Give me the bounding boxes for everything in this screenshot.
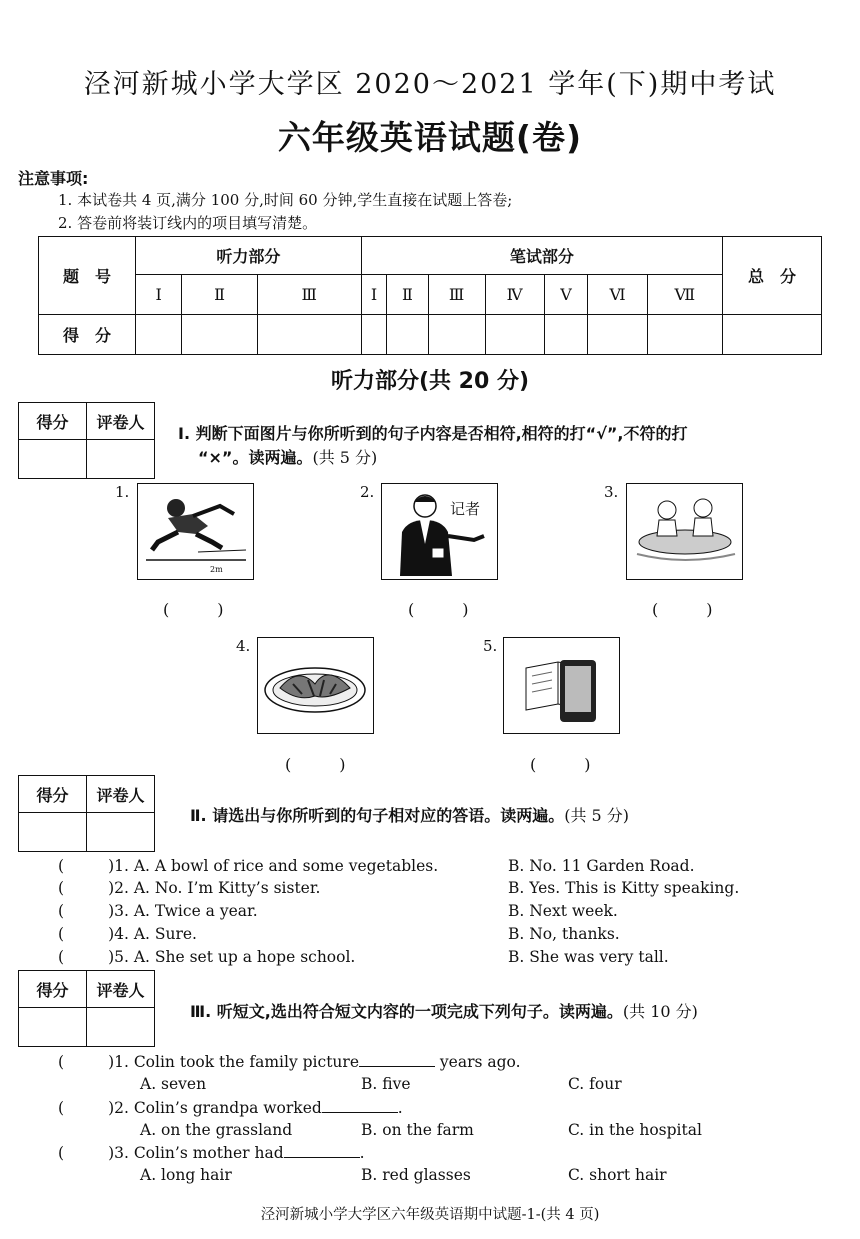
q3-item-1-option-a: A. seven (140, 1075, 207, 1093)
q2-item-1-option-b: B. No. 11 Garden Road. (508, 857, 695, 875)
grader-score-cell[interactable] (19, 1008, 87, 1047)
q2-item-3-option-b: B. Next week. (508, 902, 618, 920)
fill-blank[interactable] (284, 1143, 360, 1158)
fill-blank[interactable] (359, 1052, 435, 1067)
q2-item-5-option-b: B. She was very tall. (508, 948, 669, 966)
exam-title: 泾河新城小学大学区 2020～2021 学年(下)期中考试 (83, 69, 777, 100)
score-cell[interactable] (361, 315, 386, 355)
grader-score-label: 得分 (19, 971, 87, 1008)
q2-item-1: ( )1. A. A bowl of rice and some vegetables. (58, 857, 439, 875)
q3-item-1-option-b: B. five (361, 1075, 411, 1093)
score-cell[interactable] (588, 315, 647, 355)
q3-item-2-option-b: B. on the farm (361, 1121, 474, 1139)
grader-reviewer-cell[interactable] (87, 1008, 155, 1047)
q3-item-3-option-c: C. short hair (568, 1166, 667, 1184)
pic-number: 3. (604, 483, 619, 501)
score-cell[interactable] (647, 315, 722, 355)
col-writing-1: Ⅰ (361, 275, 386, 315)
note-2: 2. 答卷前将装订线内的项目填写清楚。 (58, 214, 318, 232)
col-listening-2: Ⅱ (182, 275, 257, 315)
col-writing-5: Ⅴ (544, 275, 588, 315)
q2-item-2-option-b: B. Yes. This is Kitty speaking. (508, 879, 740, 897)
q2-item-4: ( )4. A. Sure. (58, 925, 197, 943)
score-cell[interactable] (136, 315, 182, 355)
ebook-reader-icon (504, 638, 619, 733)
q1-title: Ⅰ. 判断下面图片与你所听到的句子内容是否相符,相符的打“√”,不符的打 (178, 424, 688, 443)
picture-caption: 记者 (450, 500, 481, 518)
q3-item-3-option-b: B. red glasses (361, 1166, 471, 1184)
q3-item-2: ( )2. Colin’s grandpa worked . (58, 1099, 403, 1117)
grader-box-2 (18, 775, 155, 852)
total-label: 总 分 (723, 237, 822, 315)
notes-heading: 注意事项: (18, 169, 89, 188)
q2-item-2: ( )2. A. No. I’m Kitty’s sister. (58, 879, 321, 897)
grader-score-cell[interactable] (19, 440, 87, 479)
q2-item-4-option-b: B. No, thanks. (508, 925, 620, 943)
grader-box-3 (18, 970, 155, 1047)
q3-item-2-option-a: A. on the grassland (140, 1121, 293, 1139)
picture-1 (137, 483, 254, 580)
exam-subtitle: 六年级英语试题(卷) (277, 118, 583, 157)
grader-reviewer-label: 评卷人 (87, 971, 155, 1008)
col-writing-3: Ⅲ (428, 275, 485, 315)
col-listening-3: Ⅲ (257, 275, 361, 315)
total-score-cell[interactable] (723, 315, 822, 355)
answer-blank-2[interactable]: ( ) (408, 600, 469, 619)
col-listening-1: Ⅰ (136, 275, 182, 315)
score-cell[interactable] (387, 315, 428, 355)
q2-title: Ⅱ. 请选出与你所听到的句子相对应的答语。读两遍。(共 5 分) (190, 806, 630, 825)
score-table (38, 236, 822, 355)
q2-item-3: ( )3. A. Twice a year. (58, 902, 258, 920)
q2-item-5: ( )5. A. She set up a hope school. (58, 948, 356, 966)
answer-blank-4[interactable]: ( ) (285, 755, 346, 774)
svg-text:2m: 2m (210, 565, 223, 574)
question-number-label: 题 号 (39, 237, 136, 315)
col-writing-6: Ⅵ (588, 275, 647, 315)
fill-blank[interactable] (322, 1098, 398, 1113)
pic-number: 2. (360, 483, 375, 501)
listening-section-title: 听力部分(共 20 分) (330, 369, 530, 394)
q3-item-3: ( )3. Colin’s mother had . (58, 1144, 365, 1162)
score-row-label: 得 分 (39, 315, 136, 355)
grader-box-1 (18, 402, 155, 479)
col-writing-7: Ⅶ (647, 275, 722, 315)
writing-header: 笔试部分 (361, 237, 722, 275)
score-cell[interactable] (544, 315, 588, 355)
answer-blank-1[interactable]: ( ) (163, 600, 224, 619)
grader-reviewer-cell[interactable] (87, 440, 155, 479)
answer-blank-3[interactable]: ( ) (652, 600, 713, 619)
pic-number: 5. (483, 637, 498, 655)
listening-header: 听力部分 (136, 237, 362, 275)
grader-reviewer-label: 评卷人 (87, 403, 155, 440)
picture-5 (503, 637, 620, 734)
long-jump-boy-icon (138, 484, 253, 579)
dish-of-food-icon (258, 638, 373, 733)
grader-score-cell[interactable] (19, 813, 87, 852)
score-cell[interactable] (182, 315, 257, 355)
col-writing-2: Ⅱ (387, 275, 428, 315)
grader-score-label: 得分 (19, 403, 87, 440)
grader-reviewer-cell[interactable] (87, 813, 155, 852)
pic-number: 1. (115, 483, 130, 501)
col-writing-4: Ⅳ (485, 275, 544, 315)
picture-2 (381, 483, 498, 580)
grader-reviewer-label: 评卷人 (87, 776, 155, 813)
score-cell[interactable] (257, 315, 361, 355)
q3-item-3-option-a: A. long hair (140, 1166, 232, 1184)
note-1: 1. 本试卷共 4 页,满分 100 分,时间 60 分钟,学生直接在试题上答卷; (58, 191, 513, 209)
q1-title-cont: “×”。读两遍。(共 5 分) (198, 448, 378, 467)
picture-4 (257, 637, 374, 734)
picture-3 (626, 483, 743, 580)
page-footer: 泾河新城小学大学区六年级英语期中试题-1-(共 4 页) (260, 1207, 600, 1223)
pic-number: 4. (236, 637, 251, 655)
score-cell[interactable] (485, 315, 544, 355)
q3-item-1: ( )1. Colin took the family picture years ago. (58, 1053, 521, 1071)
q3-item-2-option-c: C. in the hospital (568, 1121, 702, 1139)
answer-blank-5[interactable]: ( ) (530, 755, 591, 774)
q3-title: Ⅲ. 听短文,选出符合短文内容的一项完成下列句子。读两遍。(共 10 分) (190, 1002, 698, 1021)
q3-item-1-option-c: C. four (568, 1075, 622, 1093)
boys-rowing-boat-icon (627, 484, 742, 579)
grader-score-label: 得分 (19, 776, 87, 813)
score-cell[interactable] (428, 315, 485, 355)
